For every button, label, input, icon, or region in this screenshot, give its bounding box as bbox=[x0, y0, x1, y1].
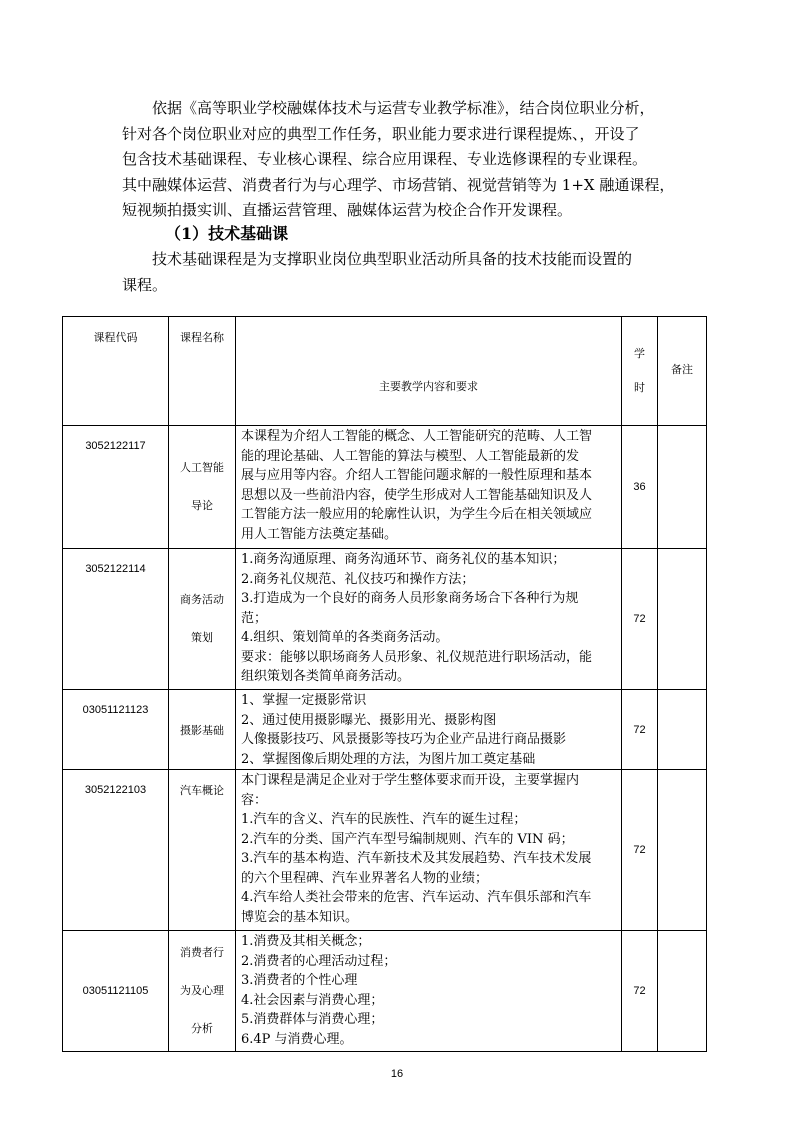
table-row bbox=[63, 549, 707, 690]
course-note bbox=[658, 690, 707, 770]
content-line: 5.消费群体与消费心理； bbox=[241, 1012, 384, 1027]
intro-line: 针对各个岗位职业对应的典型工作任务，职业能力要求进行课程提炼、，开设了 bbox=[122, 124, 640, 143]
course-name-line: 策划 bbox=[191, 631, 213, 644]
course-code: 03051121123 bbox=[63, 690, 169, 770]
course-name-line: 摄影基础 bbox=[180, 723, 224, 737]
content-line: 2.消费者的心理活动过程； bbox=[241, 953, 397, 969]
course-name bbox=[169, 770, 236, 931]
content-line: 4.社会因素与消费心理； bbox=[241, 992, 384, 1008]
content-line: 2.汽车的分类、国产汽车型号编制规则、汽车的 VIN 码； bbox=[241, 831, 574, 847]
content-line: 本门课程是满足企业对于学生整体要求而开设，主要掌握内 bbox=[241, 773, 580, 788]
course-note bbox=[658, 426, 707, 549]
header-course-code: 课程代码 bbox=[63, 317, 169, 426]
content-line: 2.商务礼仪规范、礼仪技巧和操作方法； bbox=[241, 571, 475, 587]
course-content bbox=[236, 770, 622, 931]
section-line: 课程。 bbox=[122, 275, 168, 294]
content-line: 范； bbox=[241, 610, 268, 626]
course-code: 3052122103 bbox=[63, 770, 169, 931]
course-name bbox=[169, 690, 236, 770]
course-hours: 36 bbox=[622, 426, 658, 549]
course-code: 03051121105 bbox=[63, 931, 169, 1052]
course-content bbox=[236, 931, 622, 1052]
course-note bbox=[658, 549, 707, 690]
course-name-line: 分析 bbox=[191, 1022, 213, 1035]
content-line: 1、掌握一定摄影常识 bbox=[241, 693, 367, 708]
content-line: 3.打造成为一个良好的商务人员形象商务场合下各种行为规 bbox=[241, 591, 579, 606]
course-name-line: 消费者行 bbox=[180, 946, 224, 959]
content-line: 3.汽车的基本构造、汽车新技术及其发展趋势、汽车技术发展 bbox=[241, 851, 592, 866]
intro-line: 其中融媒体运营、消费者行为与心理学、市场营销、视觉营销等为 1+X 融通课程， bbox=[122, 175, 675, 194]
course-content bbox=[236, 426, 622, 549]
page-number: 16 bbox=[390, 1068, 404, 1080]
content-line: 1.商务沟通原理、商务沟通环节、商务礼仪的基本知识； bbox=[241, 552, 566, 567]
content-line: 4.组织、策划简单的各类商务活动。 bbox=[241, 630, 449, 645]
course-name bbox=[169, 549, 236, 690]
table-row bbox=[63, 931, 707, 1052]
intro-line: 短视频拍摄实训、直播运营管理、融媒体运营为校企合作开发课程。 bbox=[122, 201, 573, 219]
content-line: 组织策划各类简单商务活动。 bbox=[241, 669, 411, 684]
course-content bbox=[236, 690, 622, 770]
content-line: 人像摄影技巧、风景摄影等技巧为企业产品进行商品摄影 bbox=[241, 732, 567, 747]
intro-line: 包含技术基础课程、专业核心课程、综合应用课程、专业选修课程的专业课程。 bbox=[122, 150, 648, 168]
table-row bbox=[63, 426, 707, 549]
table-header-row bbox=[63, 317, 707, 426]
course-name-line: 导论 bbox=[191, 499, 213, 512]
content-line: 的六个里程碑、汽车业界著名人物的业绩； bbox=[241, 870, 489, 886]
section-heading: （1）技术基础课 bbox=[165, 224, 289, 243]
content-line: 1.汽车的含义、汽车的民族性、汽车的诞生过程； bbox=[241, 812, 527, 827]
intro-line: 依据《高等职业学校融媒体技术与运营专业教学标准》，结合岗位职业分析， bbox=[152, 99, 655, 117]
content-line: 用人工智能方法奠定基础。 bbox=[241, 526, 398, 542]
content-line: 本课程为介绍人工智能的概念、人工智能研究的范畴、人工智 bbox=[241, 429, 593, 444]
course-code: 3052122117 bbox=[63, 426, 169, 549]
course-name-line: 汽车概论 bbox=[180, 784, 224, 797]
course-name bbox=[169, 931, 236, 1052]
content-line: 6.4P 与消费心理。 bbox=[241, 1031, 353, 1047]
content-line: 思想以及一些前沿内容，使学生形成对人工智能基础知识及人 bbox=[241, 487, 593, 503]
course-name-line: 人工智能 bbox=[180, 461, 224, 474]
course-hours: 72 bbox=[622, 770, 658, 931]
section-paragraph bbox=[122, 247, 670, 298]
content-line: 2、通过使用摄影曝光、摄影用光、摄影构图 bbox=[241, 712, 497, 728]
course-name-line: 为及心理 bbox=[180, 984, 224, 997]
course-name-line: 商务活动 bbox=[180, 593, 224, 606]
content-line: 能的理论基础、人工智能的算法与模型、人工智能最新的发 bbox=[241, 448, 580, 464]
content-line: 2、掌握图像后期处理的方法，为图片加工奠定基础 bbox=[241, 751, 536, 767]
content-line: 要求：能够以职场商务人员形象、礼仪规范进行职场活动，能 bbox=[241, 649, 593, 665]
header-note: 备注 bbox=[658, 317, 707, 426]
content-line: 3.消费者的个性心理 bbox=[241, 973, 358, 988]
course-hours: 72 bbox=[622, 690, 658, 770]
content-line: 容： bbox=[241, 792, 268, 808]
course-code: 3052122114 bbox=[63, 549, 169, 690]
course-table bbox=[62, 316, 707, 1052]
course-content bbox=[236, 549, 622, 690]
section-line: 技术基础课程是为支撑职业岗位典型职业活动所具备的技术技能而设置的 bbox=[152, 250, 633, 268]
course-note bbox=[658, 931, 707, 1052]
table-row bbox=[63, 770, 707, 931]
intro-paragraph bbox=[122, 96, 675, 224]
course-note bbox=[658, 770, 707, 931]
course-hours: 72 bbox=[622, 931, 658, 1052]
content-line: 博览会的基本知识。 bbox=[241, 909, 359, 925]
content-line: 工智能方法一般应用的轮廓性认识，为学生今后在相关领域应 bbox=[241, 507, 593, 522]
table-row bbox=[63, 690, 707, 770]
content-line: 1.消费及其相关概念； bbox=[241, 934, 371, 949]
header-course-name: 课程名称 bbox=[169, 317, 236, 426]
course-name bbox=[169, 426, 236, 549]
content-line: 4.汽车给人类社会带来的危害、汽车运动、汽车俱乐部和汽车 bbox=[241, 890, 592, 905]
header-hours-bottom: 时 bbox=[634, 381, 645, 394]
header-hours-top: 学 bbox=[634, 347, 645, 360]
header-hours bbox=[622, 317, 658, 426]
course-hours: 72 bbox=[622, 549, 658, 690]
content-line: 展与应用等内容。介绍人工智能问题求解的一般性原理和基本 bbox=[241, 468, 593, 483]
header-main-content: 主要教学内容和要求 bbox=[236, 317, 622, 426]
